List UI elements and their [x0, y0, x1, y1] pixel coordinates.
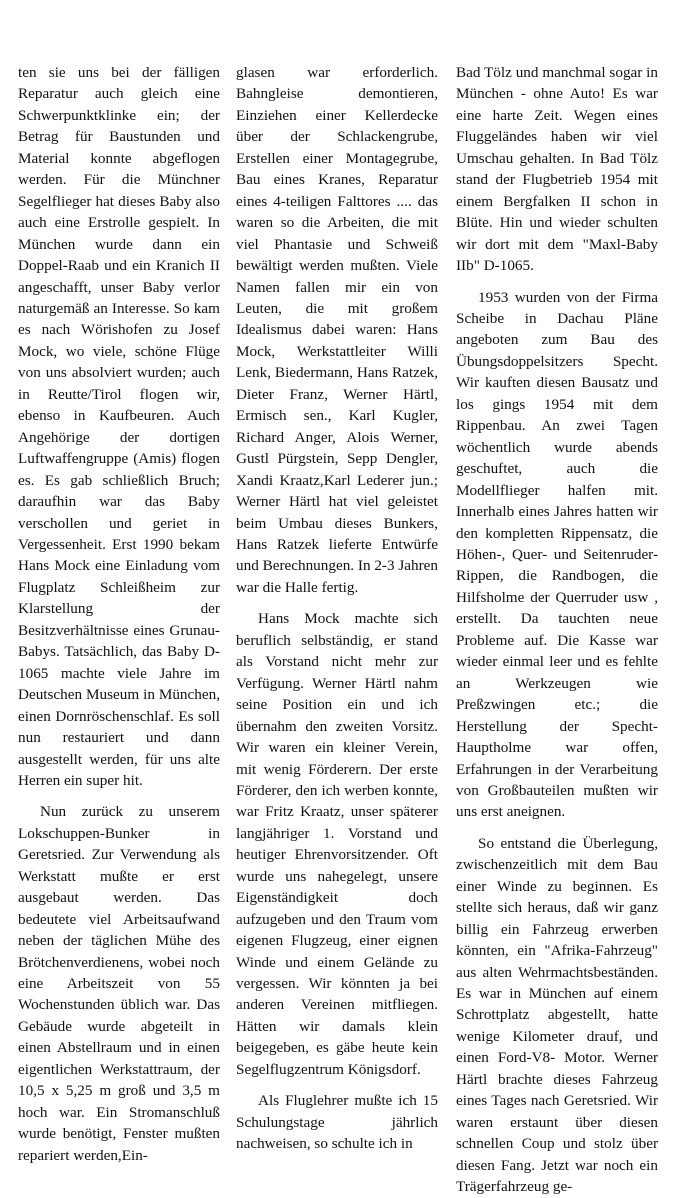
text-column-3: [456, 62, 658, 1198]
paragraph: Nun zurück zu unserem Lokschuppen-Bunker in Geretsried. Zur Verwendung als Werkstatt mußte er erst ausgebaut werden. Das bedeutete viel Arbeitsaufwand neben der täglichen Mühe des Brötchenverdienens, wobei noch eine Arbeitszeit von 55 Wochenstunden üblich war. Das Gebäude wurde abgeteilt in einen Abstellraum und in einen eigentlichen Werkstattraum, der 10,5 x 5,25 m groß und 3,5 m hoch war. Ein Stromanschluß wurde benötigt, Fenster mußten repariert werden,Ein-: [18, 803, 220, 1164]
paragraph: glasen war erforderlich. Bahngleise demontieren, Einziehen einer Kellerdecke über der Schlackengrube, Erstellen einer Montagegrube, Bau eines Kranes, Reparatur eines 4-teiligen Falttores .... das waren so die Arbeiten, die mit viel Phantasie und Schweiß bewältigt werden mußten. Viele Namen fallen mir ein von Leuten, die mit großem Idealismus dabei waren: Hans Mock, Werkstattleiter Willi Lenk, Biedermann, Hans Ratzek, Dieter Franz, Werner Härtl, Ermisch sen., Karl Kugler, Richard Anger, Alois Werner, Gustl Pürgstein, Sepp Dengler, Xandi Kraatz,Karl Lederer jun.; Werner Härtl hat viel geleistet beim Umbau dieses Bunkers, Hans Ratzek lieferte Entwürfe und Berechnungen. In 2-3 Jahren war die Halle fertig.: [236, 64, 439, 596]
paragraph: So entstand die Überlegung, zwischenzeitlich mit dem Bau einer Winde zu beginnen. Es stellte sich heraus, daß wir ganz billig ein Fahrzeug erwerben könnten, ein "Afrika-Fahrzeug" aus alten Wehrmachtsbeständen. Es war in München auf einem Schrottplatz abgestellt, hatte wenige Kilometer drauf, und einen Ford-V8- Motor. Werner Härtl brachte dieses Fahrzeug eines Tages nach Geretsried. Wir waren erstaunt über diesen schnellen Coup und stolz über diesen Fang. Jetzt war noch ein Trägerfahrzeug ge-: [456, 834, 658, 1196]
text-column-2: [236, 62, 438, 1155]
paragraph: ten sie uns bei der fälligen Reparatur auch gleich eine Schwerpunktklinke ein; der Betrag für Baustunden und Material konnte abgeflogen werden. Für die Münchner Segelflieger hat dieses Baby also auch eine Erstrolle gespielt. In München wurde dann ein Doppel-Raab und ein Kranich II angeschafft, unser Baby verlor naturgemäß an Interesse. So kam es nach Wörishofen zu Josef Mock, wo viele, schöne Flüge von uns absolviert wurden; auch in Reutte/Tirol flogen wir, ebenso in Kaufbeuren. Auch Angehörige der dortigen Luftwaffengruppe (Amis) flogen es. Es gab schließlich Bruch; daraufhin war das Baby verschollen und geriet in Vergessenheit. Erst 1990 bekam Hans Mock eine Einladung vom Flugplatz Schleißheim zur Klarstellung der Besitzverhältnisse eines Grunau-Babys. Tatsächlich, das Baby D-1065 machte viele Jahre im Deutschen Museum in München, einen Dornröschenschlaf. Es soll nun restauriert und dann ausgestellt werden, für uns alte Herren ein super hit.: [18, 64, 220, 789]
paragraph: Hans Mock machte sich beruflich selbständig, er stand als Vorstand nicht mehr zur Verfügung. Werner Härtl nahm seine Position ein und ich übernahm den zweiten Vorsitz. Wir waren ein kleiner Verein, mit wenig Förderern. Der erste Förderer, den ich werben konnte, war Fritz Kraatz, unser späterer langjähriger 1. Vorstand und heutiger Ehrenvorsitzender. Oft wurde uns nahegelegt, unsere Eigenständigkeit doch aufzugeben und den Traum vom eigenen Flugzeug, einer eignen Winde und einem Gelände zu vergessen. Wir könnten ja bei anderen Vereinen mitfliegen. Hätten wir damals klein beigegeben, es gäbe heute kein Segelflugzentrum Königsdorf.: [236, 610, 438, 1078]
paragraph: Als Fluglehrer mußte ich 15 Schulungstage jährlich nachweisen, so schulte ich in: [236, 1092, 438, 1153]
paragraph: 1953 wurden von der Firma Scheibe in Dachau Pläne angeboten zum Bau des Übungsdoppelsitzers Specht. Wir kauften diesen Bausatz und los gings 1954 mit dem Rippenbau. An zwei Tagen wöchentlich wurde abends geschuftet, auch die Modellflieger halfen mit. Innerhalb eines Jahres hatten wir den kompletten Rippensatz, die Höhen-, Quer- und Seitenruder-Rippen, die Randbogen, die Hilfsholme der Querruder usw , erstellt. Da tauchten neue Probleme auf. Die Kasse war wieder einmal leer und es fehlte an Werkzeugen wie Preßzwingen etc.; die Herstellung der Specht- Hauptholme war offen, Erfahrungen in der Verarbeitung von Großbauteilen mußten wir uns erst aneignen.: [456, 288, 658, 821]
text-column-1: [18, 62, 220, 1166]
paragraph: Bad Tölz und manchmal sogar in München - ohne Auto! Es war eine harte Zeit. Wegen eines Fluggeländes haben wir viel Umschau gehalten. In Bad Tölz stand der Flugbetrieb 1954 mit einem Bergfalken II schon in Blüte. Hin und wieder schulten wir dort mit dem "Maxl-Baby IIb" D-1065.: [456, 64, 658, 275]
